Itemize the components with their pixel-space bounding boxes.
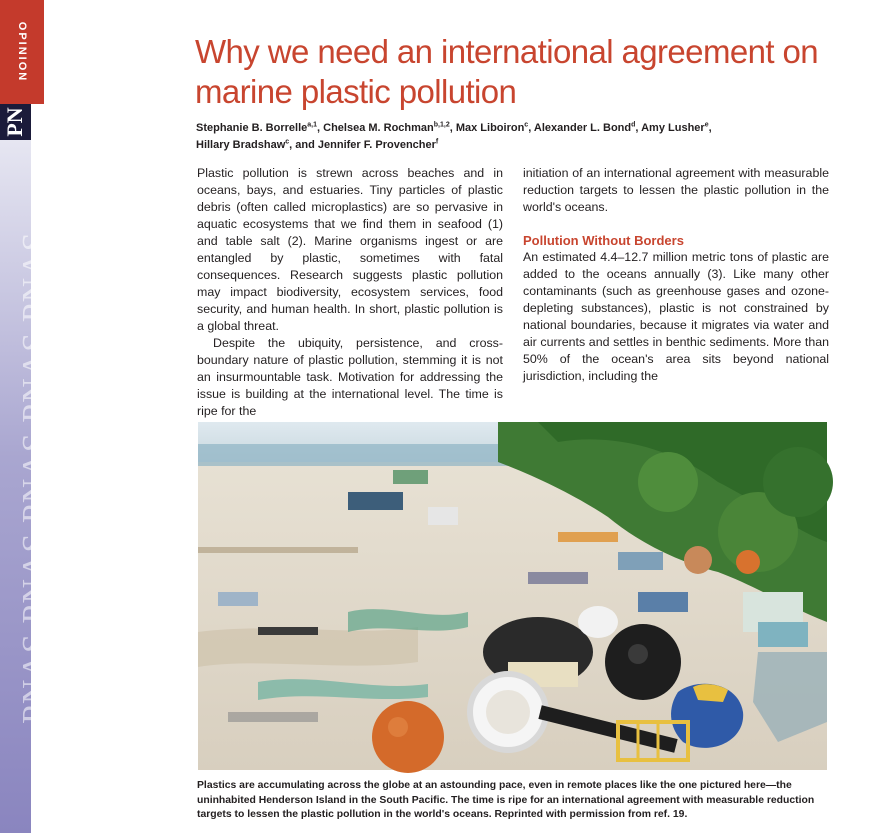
author: Alexander L. Bond$^d$, xyxy=(533,121,642,134)
author: Chelsea M. Rochman$^{b,1,2}$, xyxy=(323,121,456,134)
body-column-left xyxy=(197,165,503,420)
author: Hillary Bradshaw$^c$, and xyxy=(196,138,318,151)
body-column-right xyxy=(523,165,829,385)
author: Max Liboiron$^c$, xyxy=(455,121,534,134)
author: Amy Lusher$^e$, xyxy=(641,121,712,134)
journal-mark: PN xyxy=(2,107,27,137)
article-title: Why we need an international agreement on marine plastic pollution xyxy=(195,33,818,110)
author: Jennifer F. Provencher$^f$ xyxy=(317,138,439,151)
beach-plastic-photo xyxy=(198,422,827,770)
body-paragraph: Plastic pollution is strewn across beaches and in oceans, bays, and estuaries. Tiny particles of plastic debris (often called microplastics) are so pervasive in aquatic ecosystems that we find them in seafood (1) and table salt (2). Marine organisms ingest or are entangled by plastic, sometimes with fatal consequences. Research suggests plastic pollution may impact biodiversity, ecosystem services, food security, and human health. In short, plastic pollution is a global threat. xyxy=(197,166,503,333)
section-heading: Pollution Without Borders xyxy=(523,233,684,248)
body-paragraph: An estimated 4.4–12.7 million metric tons of plastic are added to the oceans annually (3). Like many other contaminants (such as greenhouse gases and ozone-depleting substances), plastic is not constrained by national boundaries, because it migrates via water and air currents and settles in benthic sediments. More than 50% of the ocean's area sits beyond national jurisdiction, including the xyxy=(523,250,829,383)
figure-caption: Plastics are accumulating across the globe at an astounding pace, even in remote places like the one pictured here—the uninhabited Henderson Island in the South Pacific. The time is ripe for an international agreement with measurable reduction targets to lessen the plastic pollution in the world's oceans. Reprinted with permission from ref. 19. xyxy=(197,780,815,820)
author-list xyxy=(196,120,836,154)
journal-sidebar xyxy=(0,0,53,833)
author: Stephanie B. Borrelle$^{a,1}$, xyxy=(196,121,324,134)
journal-wordmark-strip: PNAS PNAS PNAS PNAS PNAS xyxy=(16,231,53,724)
section-tab xyxy=(0,0,44,104)
section-tab-label: OPINION xyxy=(16,21,28,83)
body-paragraph: initiation of an international agreement with measurable reduction targets to lessen the plastic pollution in the world's oceans. xyxy=(523,166,829,214)
body-paragraph: Despite the ubiquity, persistence, and cross-boundary nature of plastic pollution, stemming it is not an insurmountable task. Motivation for addressing the issue is building at the international level. The time is ripe for the xyxy=(197,336,503,418)
